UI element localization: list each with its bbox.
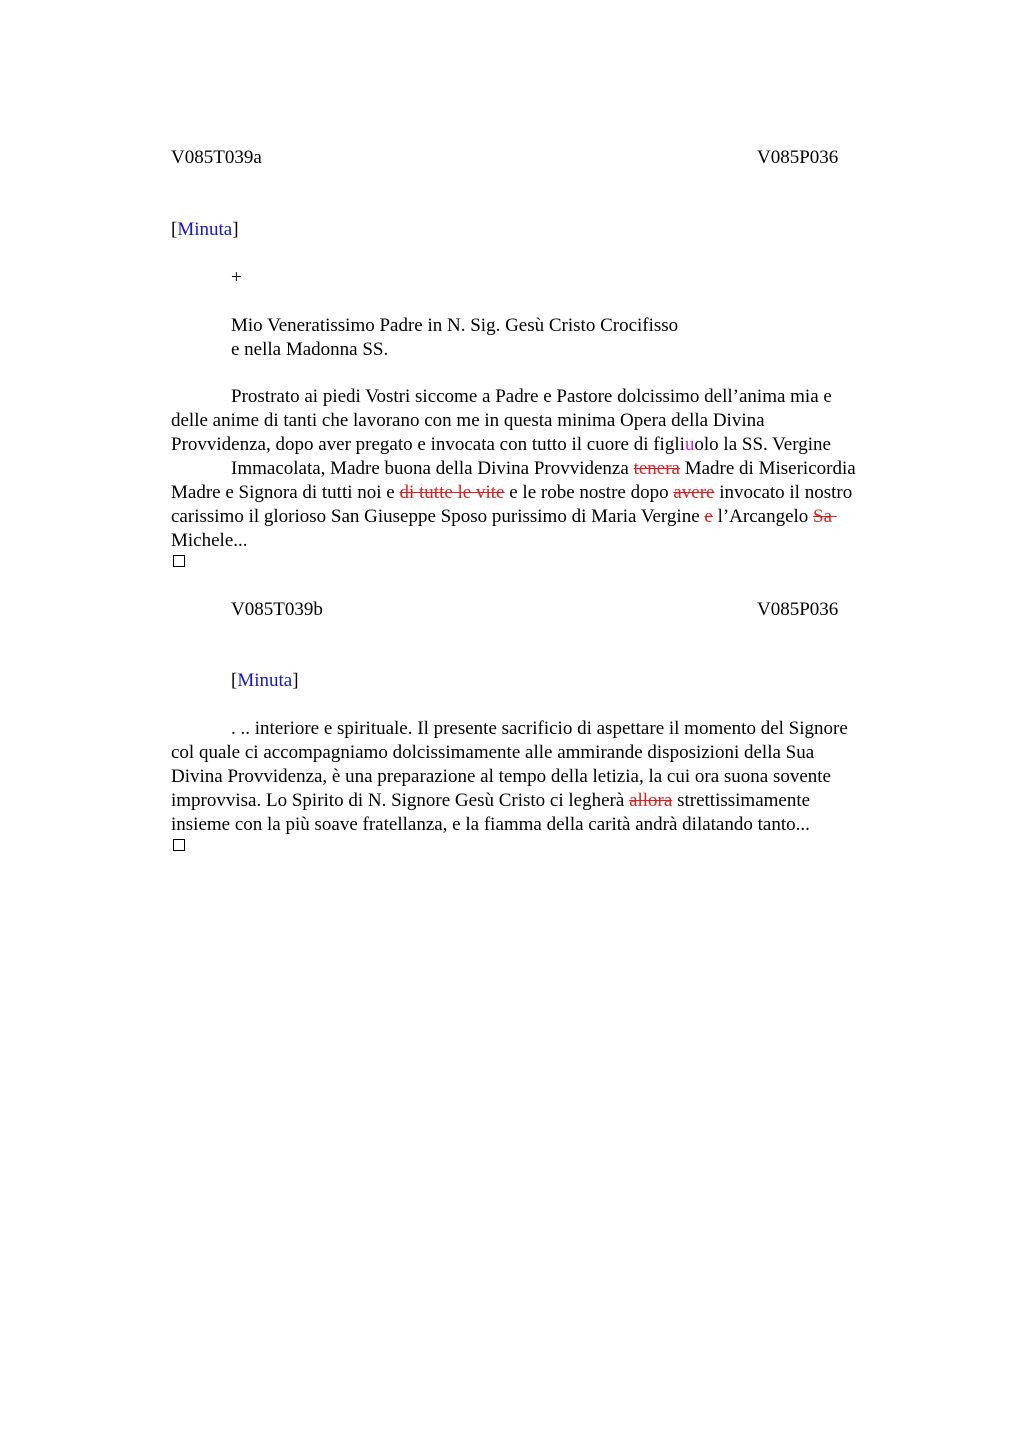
body-line: delle anime di tanti che lavorano con me in questa minima Opera della Divina bbox=[171, 410, 765, 431]
body-line: Prostrato ai piedi Vostri siccome a Padre e Pastore dolcissimo dell’anima mia e bbox=[231, 386, 832, 407]
body-line: Madre e Signora di tutti noi e di tutte le vite e le robe nostre dopo avere invocato il nostro bbox=[171, 482, 853, 503]
cross-symbol: + bbox=[231, 267, 242, 288]
body-line: Divina Provvidenza, è una preparazione al tempo della letizia, la cui ora suona sovente bbox=[171, 766, 831, 787]
salutation-line-2: e nella Madonna SS. bbox=[231, 339, 389, 360]
salutation-line-1: Mio Veneratissimo Padre in N. Sig. Gesù Cristo Crocifisso bbox=[231, 315, 679, 336]
body-line: improvvisa. Lo Spirito di N. Signore Gesù Cristo ci legherà allora strettissimamente bbox=[171, 790, 811, 811]
body-line: Provvidenza, dopo aver pregato e invocata con tutto il cuore di figliuolo la SS. Vergine bbox=[171, 434, 831, 455]
deleted-text: tenera bbox=[633, 458, 680, 479]
body-line: Michele... bbox=[171, 530, 248, 551]
deleted-text: di tutte le vite bbox=[399, 482, 505, 503]
document-code-a: V085T039a bbox=[171, 147, 262, 168]
body-line: insieme con la più soave fratellanza, e la fiamma della carità andrà dilatando tanto... bbox=[171, 814, 810, 835]
deleted-text: Sa bbox=[813, 506, 837, 527]
minuta-label-b: [Minuta] bbox=[231, 670, 299, 691]
deleted-text: avere bbox=[673, 482, 715, 503]
end-marker-square bbox=[173, 839, 185, 851]
insertion-mark: u bbox=[684, 434, 695, 455]
minuta-label-a: [Minuta] bbox=[171, 219, 239, 240]
body-line: carissimo il glorioso San Giuseppe Sposo purissimo di Maria Vergine e l’Arcangelo Sa bbox=[171, 506, 837, 527]
end-marker-square bbox=[173, 555, 185, 567]
body-line: . .. interiore e spirituale. Il presente sacrificio di aspettare il momento del Signore bbox=[231, 718, 848, 739]
page-reference-b: V085P036 bbox=[757, 599, 839, 620]
deleted-text: e bbox=[704, 506, 713, 527]
document-code-b: V085T039b bbox=[231, 599, 323, 620]
minuta-label-text: Minuta bbox=[177, 219, 233, 240]
page-reference-a: V085P036 bbox=[757, 147, 839, 168]
body-line: col quale ci accompagniamo dolcissimamente alle ammirande disposizioni della Sua bbox=[171, 742, 815, 763]
body-line: Immacolata, Madre buona della Divina Provvidenza tenera Madre di Misericordia bbox=[231, 458, 856, 479]
minuta-label-text: Minuta bbox=[237, 670, 293, 691]
deleted-text: allora bbox=[629, 790, 673, 811]
